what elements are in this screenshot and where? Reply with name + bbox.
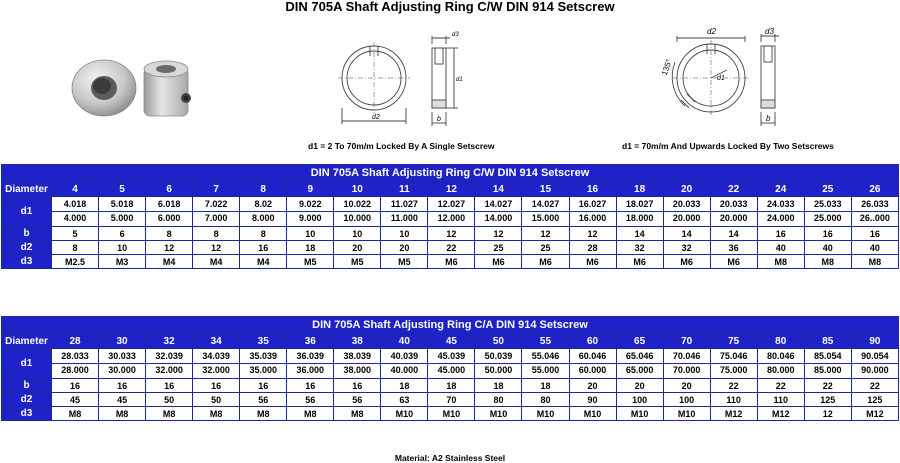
diameter-value: 55 [522,334,569,349]
table-cell: 18 [428,379,475,393]
table-cell: 25 [522,241,569,255]
d1-lower-value: 60.000 [578,365,607,375]
table-cell: M10 [522,407,569,421]
table-header-row [2,334,899,349]
table-cell: M8 [193,407,240,421]
d1-lower-value: 30.000 [108,365,136,375]
table-cell: M4 [193,255,240,269]
diameter-value: 65 [616,334,663,349]
table-cell: M8 [757,255,804,269]
d1-upper-value: 25.033 [805,198,851,212]
table-cell: 110 [757,393,804,407]
table-cell: 8 [193,227,240,241]
diameter-value: 60 [569,334,616,349]
table-cell [428,197,475,227]
d1-lower-value: 9.000 [298,213,322,223]
d1-upper-value: 30.033 [99,350,145,364]
d1-lower-value: 14.000 [484,213,513,223]
table-cell [240,197,287,227]
table-cell: 100 [663,393,710,407]
table-cell [616,197,663,227]
table-cell: M6 [522,255,569,269]
ring-side-image [144,61,191,116]
diameter-value: 24 [757,182,804,197]
table-cell: 16 [851,227,898,241]
table-cell: M8 [287,407,334,421]
ring-front-image [72,60,136,116]
table-cell: M10 [428,407,475,421]
table-cell: 22 [710,379,757,393]
row-label: d1 [2,197,52,227]
table-row-b [2,227,899,241]
table-title: DIN 705A Shaft Adjusting Ring C/W DIN 914 Setscrew [2,165,899,182]
d1-lower-value: 85.000 [814,365,842,375]
table-cell [757,349,804,379]
diameter-value: 38 [334,334,381,349]
table-cell: 22 [804,379,851,393]
diameter-value: 22 [710,182,757,197]
table-cell: M6 [663,255,710,269]
d1-lower-value: 38.000 [343,365,372,375]
table-cell: 50 [146,393,193,407]
table-cell: 14 [710,227,757,241]
diameter-value: 20 [663,182,710,197]
table-cell: 16 [146,379,193,393]
table-cell [52,197,99,227]
d1-upper-value: 20.033 [664,198,710,212]
table-cell: 45 [52,393,99,407]
table-cell: M5 [334,255,381,269]
table-cell [428,349,475,379]
table-cell: M8 [99,407,146,421]
table-cell: 40 [757,241,804,255]
table-cell: M5 [287,255,334,269]
drawing-single-setscrew [332,22,472,134]
table-cell: 12 [475,227,522,241]
table-cell: M8 [804,255,851,269]
table-cell: 20 [616,379,663,393]
d1-lower-value: 28.000 [61,365,89,375]
d1-lower-value: 7.000 [204,213,228,223]
d1-upper-value: 34.039 [193,350,239,364]
d1-lower-value: 40.000 [390,365,419,375]
table-cell: 12 [522,227,569,241]
label-d3: d3 [452,32,459,38]
table-title-row [2,165,899,182]
table-cell: 50 [193,393,240,407]
table-cell [287,349,334,379]
diameter-value: 6 [146,182,193,197]
table-row-d3 [2,407,899,421]
table-cell: M6 [616,255,663,269]
label-d3: d3 [765,27,774,36]
table-cell: M10 [663,407,710,421]
diameter-value: 12 [428,182,475,197]
table-cell: 110 [710,393,757,407]
table-cell [146,197,193,227]
table-cell: 40 [851,241,898,255]
table-row-d2 [2,241,899,255]
d1-upper-value: 9.022 [287,198,333,212]
d1-lower-value: 18.000 [625,213,654,223]
d1-lower-value: 11.000 [390,213,418,223]
table-cell [804,349,851,379]
table-cell: 8 [146,227,193,241]
diameter-value: 90 [851,334,898,349]
table-cell: 10 [99,241,146,255]
table-cell [146,349,193,379]
table-cell: 20 [569,379,616,393]
table-cell: 16 [193,379,240,393]
table-cell: M8 [240,407,287,421]
d1-upper-value: 38.039 [334,350,380,364]
diameter-value: 36 [287,334,334,349]
d1-lower-value: 15.000 [531,213,560,223]
d1-lower-value: 32.000 [155,365,183,375]
d1-upper-value: 28.033 [52,350,98,364]
diameter-value: 45 [428,334,475,349]
table-cell: 16 [334,379,381,393]
caption-single-setscrew: d1 = 2 To 70m/m Locked By A Single Setscrew [308,141,495,151]
table-cell: 16 [287,379,334,393]
table-cell: 14 [663,227,710,241]
table-cell: 63 [381,393,428,407]
label-d2: d2 [707,27,716,36]
table-cell [334,197,381,227]
table-cell [710,197,757,227]
diameter-value: 14 [475,182,522,197]
label-d1: d1 [456,77,463,83]
d1-lower-value: 32.000 [202,365,230,375]
d1-upper-value: 11.027 [381,198,427,212]
d1-upper-value: 40.039 [381,350,427,364]
table-cell: 18 [287,241,334,255]
table-cell: 12 [804,407,851,421]
table-cell: M6 [569,255,616,269]
table-cell: 80 [522,393,569,407]
table-cell: M12 [851,407,898,421]
label-angle: 135° [659,57,674,77]
table-cell: 32 [616,241,663,255]
diameter-value: 50 [475,334,522,349]
d1-lower-value: 70.000 [672,365,701,375]
table-cell: 10 [381,227,428,241]
d1-upper-value: 16.027 [570,198,616,212]
d1-lower-value: 24.000 [766,213,795,223]
table-cell [757,197,804,227]
d1-upper-value: 45.039 [428,350,474,364]
d1-lower-value: 90.000 [861,365,889,375]
table-row-d1 [2,197,899,227]
table-cell: M12 [757,407,804,421]
table-cell: 125 [851,393,898,407]
d1-upper-value: 90.054 [852,350,898,364]
d1-upper-value: 20.033 [711,198,757,212]
table-cell [851,197,898,227]
spec-table-2 [1,316,899,421]
table-cell: M8 [146,407,193,421]
d1-upper-value: 35.039 [240,350,286,364]
d1-lower-value: 75.000 [719,365,748,375]
table-cell: 18 [381,379,428,393]
row-label: d3 [2,407,52,421]
d1-upper-value: 6.018 [146,198,192,212]
table-cell: 10 [334,227,381,241]
d1-upper-value: 18.027 [617,198,663,212]
d1-upper-value: 32.039 [146,350,192,364]
table-row-d2 [2,393,899,407]
table-cell: M8 [851,255,898,269]
table-cell [334,349,381,379]
d1-lower-value: 16.000 [578,213,607,223]
table-cell: 16 [52,379,99,393]
table-cell: 90 [569,393,616,407]
table-cell: M6 [710,255,757,269]
table-cell: 20 [381,241,428,255]
table-cell: 22 [757,379,804,393]
diameter-value: 40 [381,334,428,349]
diameter-value: 34 [193,334,240,349]
table-cell: 8 [52,241,99,255]
d1-upper-value: 85.054 [805,350,851,364]
diameter-header: Diameter [2,182,52,197]
diameter-value: 25 [804,182,851,197]
table-cell: 12 [428,227,475,241]
table-cell [240,349,287,379]
d1-upper-value: 26.033 [852,198,898,212]
table-header-row [2,182,899,197]
diameter-value: 15 [522,182,569,197]
table-cell: 22 [851,379,898,393]
drawing-two-setscrews [655,22,805,134]
material-note: Material: A2 Stainless Steel [394,453,506,463]
table-cell: 10 [287,227,334,241]
d1-upper-value: 24.033 [758,198,804,212]
table-cell: 20 [334,241,381,255]
table-cell: 25 [475,241,522,255]
diameter-value: 16 [569,182,616,197]
table-cell: 14 [616,227,663,241]
d1-lower-value: 10.000 [343,213,372,223]
d1-upper-value: 70.046 [664,350,710,364]
table-cell [381,197,428,227]
diameter-value: 30 [99,334,146,349]
diameter-value: 7 [193,182,240,197]
table-cell [381,349,428,379]
table-cell: 16 [99,379,146,393]
table-cell: 80 [475,393,522,407]
caption-two-setscrews: d1 = 70m/m And Upwards Locked By Two Setscrews [622,141,834,151]
diameter-value: 4 [52,182,99,197]
diameter-value: 8 [240,182,287,197]
row-label: d3 [2,255,52,269]
d1-upper-value: 36.039 [287,350,333,364]
row-label: d2 [2,241,52,255]
table-cell: 125 [804,393,851,407]
d1-lower-value: 35.000 [249,365,277,375]
table-cell [710,349,757,379]
table-cell [99,349,146,379]
table-cell: 12 [193,241,240,255]
table-cell: 28 [569,241,616,255]
d1-upper-value: 55.046 [522,350,568,364]
table-cell [804,197,851,227]
d1-lower-value: 50.000 [484,365,513,375]
table-cell [193,349,240,379]
table-cell: 45 [99,393,146,407]
d1-lower-value: 65.000 [625,365,654,375]
table-cell: M10 [616,407,663,421]
table-row-d1 [2,349,899,379]
table-cell: 16 [804,227,851,241]
d1-lower-value: 8.000 [251,213,275,223]
table-cell: 56 [334,393,381,407]
d1-upper-value: 65.046 [617,350,663,364]
d1-lower-value: 36.000 [296,365,325,375]
table-cell: M4 [240,255,287,269]
table-cell [52,349,99,379]
table-cell: 36 [710,241,757,255]
row-label: b [2,227,52,241]
table-cell: 12 [569,227,616,241]
diameter-value: 18 [616,182,663,197]
table-cell: M10 [381,407,428,421]
table-cell [193,197,240,227]
table-cell: M3 [99,255,146,269]
table-cell: 70 [428,393,475,407]
d1-upper-value: 80.046 [758,350,804,364]
table-cell [569,349,616,379]
table-cell [99,197,146,227]
table-cell: 18 [475,379,522,393]
diameter-value: 85 [804,334,851,349]
table-cell [475,197,522,227]
label-d1: d1 [717,75,725,82]
product-photo [68,48,208,122]
diameter-value: 70 [663,334,710,349]
table-cell: M5 [381,255,428,269]
page-title: DIN 705A Shaft Adjusting Ring C/W DIN 914 Setscrew [285,0,615,14]
table-cell: 56 [287,393,334,407]
row-label: d2 [2,393,52,407]
table-cell: 12 [146,241,193,255]
diameter-header: Diameter [2,334,52,349]
table-cell: 6 [99,227,146,241]
diameter-value: 28 [52,334,99,349]
d1-upper-value: 50.039 [475,350,521,364]
table-cell: 20 [663,379,710,393]
d1-lower-value: 6.000 [157,213,181,223]
d1-lower-value: 20.000 [672,213,701,223]
table-cell: 8 [240,227,287,241]
d1-upper-value: 5.018 [99,198,145,212]
table-cell: M8 [334,407,381,421]
diameter-value: 35 [240,334,287,349]
diameter-value: 11 [381,182,428,197]
table-cell: M6 [475,255,522,269]
table-row-d3 [2,255,899,269]
table-cell: 100 [616,393,663,407]
d1-upper-value: 75.046 [711,350,757,364]
d1-lower-value: 5.000 [110,213,134,223]
table-title-row [2,317,899,334]
table-cell: M10 [569,407,616,421]
table-title: DIN 705A Shaft Adjusting Ring C/A DIN 914 Setscrew [2,317,899,334]
table-cell [663,197,710,227]
d1-upper-value: 4.018 [52,198,98,212]
d1-upper-value: 14.027 [522,198,568,212]
table-cell: 40 [804,241,851,255]
table-cell: M8 [52,407,99,421]
table-cell: 16 [240,379,287,393]
table-cell [663,349,710,379]
d1-upper-value: 7.022 [193,198,239,212]
diameter-value: 80 [757,334,804,349]
d1-upper-value: 60.046 [570,350,616,364]
table-cell: 18 [522,379,569,393]
table-cell [851,349,898,379]
table-cell: M12 [710,407,757,421]
table-cell [287,197,334,227]
d1-upper-value: 8.02 [240,198,286,212]
d1-lower-value: 12.000 [437,213,466,223]
d1-lower-value: 25.000 [814,213,842,223]
table-cell: M2.5 [52,255,99,269]
spec-table-1 [1,164,899,269]
table-row-b [2,379,899,393]
d1-lower-value: 45.000 [437,365,466,375]
table-cell: 32 [663,241,710,255]
table-cell [569,197,616,227]
table-cell: 16 [757,227,804,241]
table-cell: M6 [428,255,475,269]
table-cell: M4 [146,255,193,269]
d1-lower-value: 80.000 [766,365,795,375]
d1-lower-value: 20.000 [719,213,748,223]
row-label: d1 [2,349,52,379]
d1-upper-value: 14.027 [475,198,521,212]
diameter-value: 5 [99,182,146,197]
d1-lower-value: 26..000 [859,213,890,223]
diameter-value: 9 [287,182,334,197]
d1-upper-value: 10.022 [334,198,380,212]
table-cell: 5 [52,227,99,241]
d1-upper-value: 12.027 [428,198,474,212]
table-cell: 22 [428,241,475,255]
label-b: b [437,116,441,123]
diameter-value: 32 [146,334,193,349]
diameter-value: 75 [710,334,757,349]
table-cell [522,197,569,227]
table-cell [522,349,569,379]
table-cell: M10 [475,407,522,421]
diameter-value: 10 [334,182,381,197]
label-d2: d2 [372,114,380,121]
diameter-value: 26 [851,182,898,197]
table-cell [475,349,522,379]
d1-lower-value: 55.000 [531,365,560,375]
row-label: b [2,379,52,393]
table-cell: 56 [240,393,287,407]
table-cell [616,349,663,379]
table-cell: 16 [240,241,287,255]
d1-lower-value: 4.000 [63,213,87,223]
label-b: b [766,114,771,123]
